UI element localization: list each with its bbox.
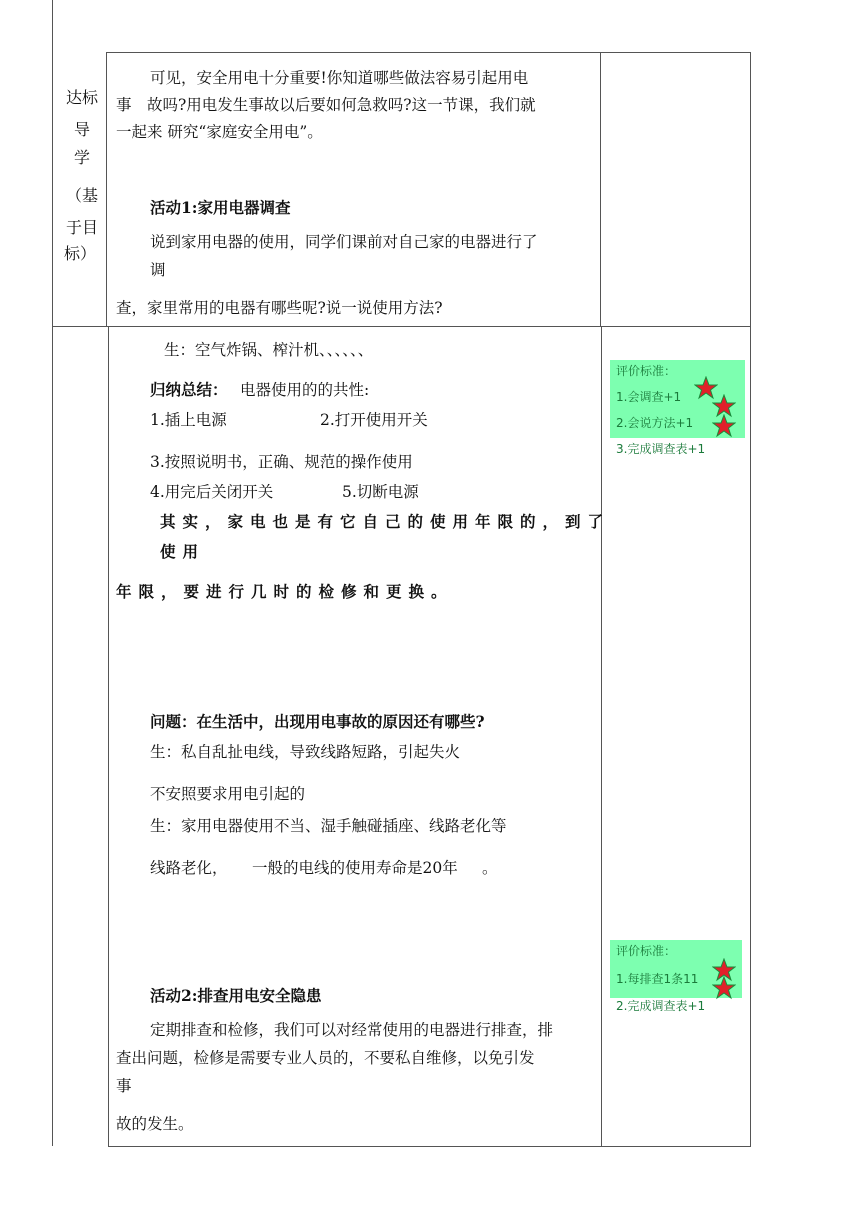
evaluation2-item1: 1.每排查1条11 bbox=[616, 972, 699, 986]
activity2-line1: 定期排查和检修，我们可以对经常使用的电器进行排查，排 bbox=[150, 1021, 554, 1039]
activity2-title: 活动2:排查用电安全隐患 bbox=[150, 986, 322, 1005]
aging-note-b: 一般的电线的使用寿命是20年 bbox=[252, 859, 458, 877]
activity1-line2: 调 bbox=[150, 261, 166, 279]
student-answer: 生：空气炸锅、榨汁机、、、、、、 bbox=[164, 341, 374, 359]
star-icon bbox=[712, 414, 736, 438]
intro-line2: 事 故吗?用电发生事故以后要如何急救吗?这一节课，我们就 bbox=[116, 96, 536, 114]
aging-note-c: 。 bbox=[482, 859, 498, 877]
side-label-line4: （基 bbox=[65, 186, 98, 205]
main-section-middle-border bbox=[601, 326, 602, 1146]
activity2-line3: 事 bbox=[116, 1077, 132, 1095]
aging-note-a: 线路老化， bbox=[150, 859, 228, 877]
activity1-line3: 查，家里常用的电器有哪些呢?说一说使用方法? bbox=[116, 299, 443, 317]
evaluation1-item1: 1.会调查+1 bbox=[616, 390, 682, 404]
top-section-top-border bbox=[106, 52, 750, 53]
side-label-line6: 标） bbox=[63, 244, 96, 263]
activity2-line4: 故的发生。 bbox=[116, 1115, 194, 1133]
answer2: 生：家用电器使用不当、湿手触碰插座、线路老化等 bbox=[150, 817, 507, 835]
evaluation1-item3: 3.完成调查表+1 bbox=[616, 442, 706, 456]
activity1-line1: 说到家用电器的使用，同学们课前对自己家的电器进行了 bbox=[150, 233, 538, 251]
step2: 2.打开使用开关 bbox=[320, 411, 428, 429]
evaluation2-title: 评价标准： bbox=[616, 944, 677, 958]
side-label-line2: 导 bbox=[73, 120, 90, 139]
question: 问题：在生活中，出现用电事故的原因还有哪些? bbox=[150, 712, 485, 731]
main-section-left-border bbox=[108, 326, 109, 1146]
intro-line1: 可见，安全用电十分重要!你知道哪些做法容易引起用电 bbox=[150, 69, 529, 87]
summary-label: 归纳总结： bbox=[150, 380, 228, 399]
main-section-bottom-border bbox=[108, 1146, 751, 1147]
evaluation1-item2: 2.会说方法+1 bbox=[616, 416, 694, 430]
top-section-middle-border bbox=[600, 52, 601, 326]
star-icon bbox=[712, 976, 736, 1000]
evaluation1-title: 评价标准： bbox=[616, 364, 677, 378]
answer1: 生：私自乱扯电线，导致线路短路，引起失火 bbox=[150, 743, 461, 761]
step1: 1.插上电源 bbox=[150, 411, 227, 429]
step5: 5.切断电源 bbox=[342, 483, 419, 501]
top-section-right-border bbox=[750, 52, 751, 326]
evaluation2-item2: 2.完成调查表+1 bbox=[616, 999, 706, 1013]
intro-line3: 一起来 研究“家庭安全用电”。 bbox=[116, 123, 323, 141]
summary-text: 电器使用的的共性: bbox=[240, 381, 370, 399]
activity2-line2: 查出问题，检修是需要专业人员的，不要私自维修，以免引发 bbox=[116, 1049, 535, 1067]
lifespan-line3: 年限，要进行几时的检修和更换。 bbox=[116, 582, 454, 601]
side-label-line1: 达标 bbox=[65, 88, 98, 107]
step3: 3.按照说明书，正确、规范的操作使用 bbox=[150, 453, 413, 471]
side-label-line5: 于目 bbox=[65, 218, 98, 237]
left-outer-border bbox=[52, 0, 53, 1146]
step4: 4.用完后关闭开关 bbox=[150, 483, 274, 501]
side-label-line3: 学 bbox=[73, 148, 90, 167]
answer1-note: 不安照要求用电引起的 bbox=[150, 785, 306, 803]
lifespan-line2: 使用 bbox=[160, 542, 206, 561]
top-section-left-border bbox=[106, 52, 107, 326]
main-section-right-border bbox=[750, 326, 751, 1146]
section-divider bbox=[52, 326, 750, 327]
activity1-title: 活动1:家用电器调查 bbox=[150, 198, 291, 217]
lifespan-line1: 其实，家电也是有它自己的使用年限的，到了 bbox=[160, 512, 611, 531]
